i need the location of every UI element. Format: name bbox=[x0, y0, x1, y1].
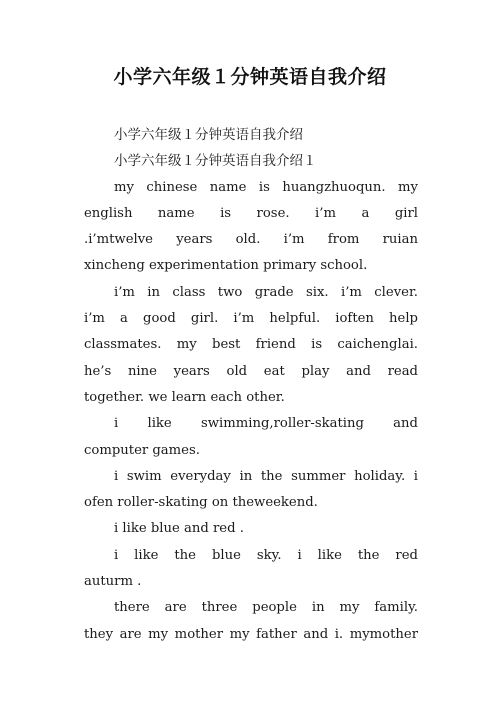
paragraph-line: i’m a good girl. i’m helpful. ioften help bbox=[84, 311, 418, 327]
paragraph-line: he’s nine years old eat play and read bbox=[84, 363, 418, 379]
paragraph-line: 小学六年级１分钟英语自我介绍 bbox=[114, 127, 303, 143]
paragraph-line: auturm . bbox=[84, 574, 142, 590]
paragraph-line: together. we learn each other. bbox=[84, 389, 285, 405]
paragraph-line: 小学六年级１分钟英语自我介绍１ bbox=[114, 153, 317, 170]
page-title: 小学六年级１分钟英语自我介绍 bbox=[113, 66, 387, 88]
paragraph-line: i like the blue sky. i like the red bbox=[114, 547, 418, 563]
paragraph-line: my chinese name is huangzhuoqun. my bbox=[114, 179, 418, 195]
paragraph-line: english name is rose. i’m a girl bbox=[84, 205, 418, 221]
paragraph-line: i like swimming,roller-skating and bbox=[114, 416, 418, 432]
paragraph-line: classmates. my best friend is caichenglai. bbox=[84, 337, 418, 353]
paragraph-line: there are three people in my family. bbox=[114, 600, 418, 616]
paragraph-line: ofen roller-skating on theweekend. bbox=[84, 495, 318, 511]
paragraph-line: i swim everyday in the summer holiday. i bbox=[114, 468, 418, 484]
paragraph-line: .i’mtwelve years old. i’m from ruian bbox=[84, 232, 418, 248]
paragraph-line: i like blue and red . bbox=[114, 521, 244, 537]
paragraph-line: computer games. bbox=[84, 442, 200, 458]
paragraph-line: xincheng experimentation primary school. bbox=[84, 258, 368, 274]
document-body bbox=[84, 122, 418, 648]
paragraph-line: i’m in class two grade six. i’m clever. bbox=[114, 284, 418, 300]
paragraph-line: they are my mother my father and i. mymother bbox=[84, 626, 418, 642]
